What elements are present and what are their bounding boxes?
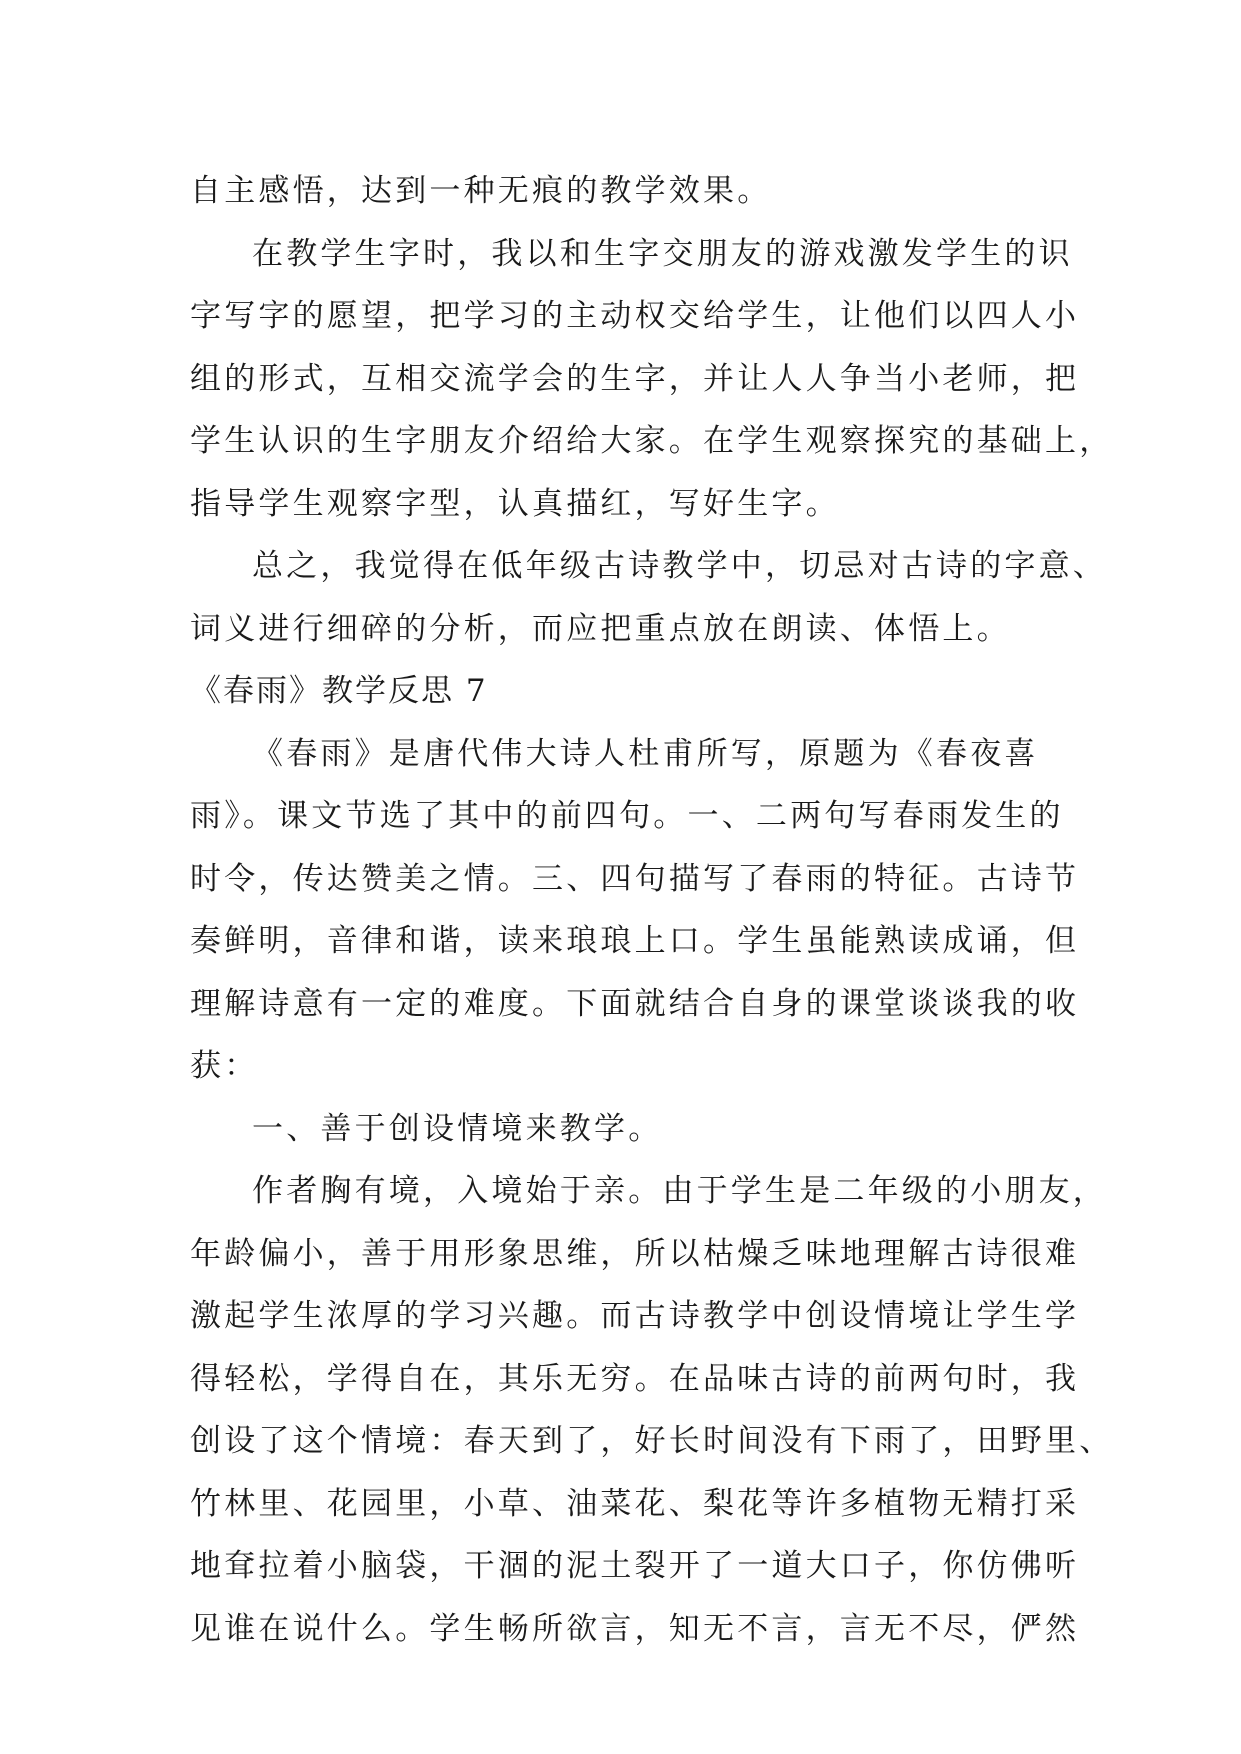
text-line: 获： <box>190 1048 259 1084</box>
text-line: 雨》。课文节选了其中的前四句。一、二两句写春雨发生的 <box>190 798 1064 834</box>
paragraph-start-line: 作者胸有境，入境始于亲。由于学生是二年级的小朋友， <box>252 1173 1107 1209</box>
text-line: 指导学生观察字型，认真描红，写好生字。 <box>190 485 840 522</box>
text-line: 词义进行细碎的分析，而应把重点放在朗读、体悟上。 <box>190 610 1011 647</box>
text-line: 见谁在说什么。学生畅所欲言，知无不言，言无不尽，俨然 <box>190 1610 1080 1647</box>
subheading-line: 一、善于创设情境来教学。 <box>252 1110 663 1147</box>
text-line: 地耷拉着小脑袋，干涸的泥土裂开了一道大口子，你仿佛听 <box>190 1548 1080 1584</box>
text-line: 竹林里、花园里，小草、油菜花、梨花等许多植物无精打采 <box>190 1485 1080 1522</box>
text-line: 创设了这个情境：春天到了，好长时间没有下雨了，田野里、 <box>190 1423 1114 1459</box>
text-line: 理解诗意有一定的难度。下面就结合自身的课堂谈谈我的收 <box>190 985 1080 1022</box>
text-line: 字写字的愿望，把学习的主动权交给学生，让他们以四人小 <box>190 298 1080 334</box>
document-page <box>190 160 1114 1660</box>
text-line: 学生认识的生字朋友介绍给大家。在学生观察探究的基础上， <box>190 423 1114 459</box>
paragraph-start-line: 《春雨》是唐代伟大诗人杜甫所写，原题为《春夜喜 <box>252 735 1039 772</box>
text-line: 组的形式，互相交流学会的生字，并让人人争当小老师，把 <box>190 360 1080 397</box>
paragraph-start-line: 在教学生字时，我以和生字交朋友的游戏激发学生的识 <box>252 235 1073 272</box>
text-line: 奏鲜明，音律和谐，读来琅琅上口。学生虽能熟读成诵，但 <box>190 923 1080 959</box>
section-heading: 《春雨》教学反思 7 <box>190 673 488 709</box>
text-line: 时令，传达赞美之情。三、四句描写了春雨的特征。古诗节 <box>190 860 1080 897</box>
text-line: 年龄偏小，善于用形象思维，所以枯燥乏味地理解古诗很难 <box>190 1235 1080 1272</box>
paragraph-start-line: 总之，我觉得在低年级古诗教学中，切忌对古诗的字意、 <box>252 548 1107 584</box>
text-line: 自主感悟，达到一种无痕的教学效果。 <box>190 173 772 209</box>
text-line: 激起学生浓厚的学习兴趣。而古诗教学中创设情境让学生学 <box>190 1298 1080 1334</box>
text-line: 得轻松，学得自在，其乐无穷。在品味古诗的前两句时，我 <box>190 1360 1080 1397</box>
